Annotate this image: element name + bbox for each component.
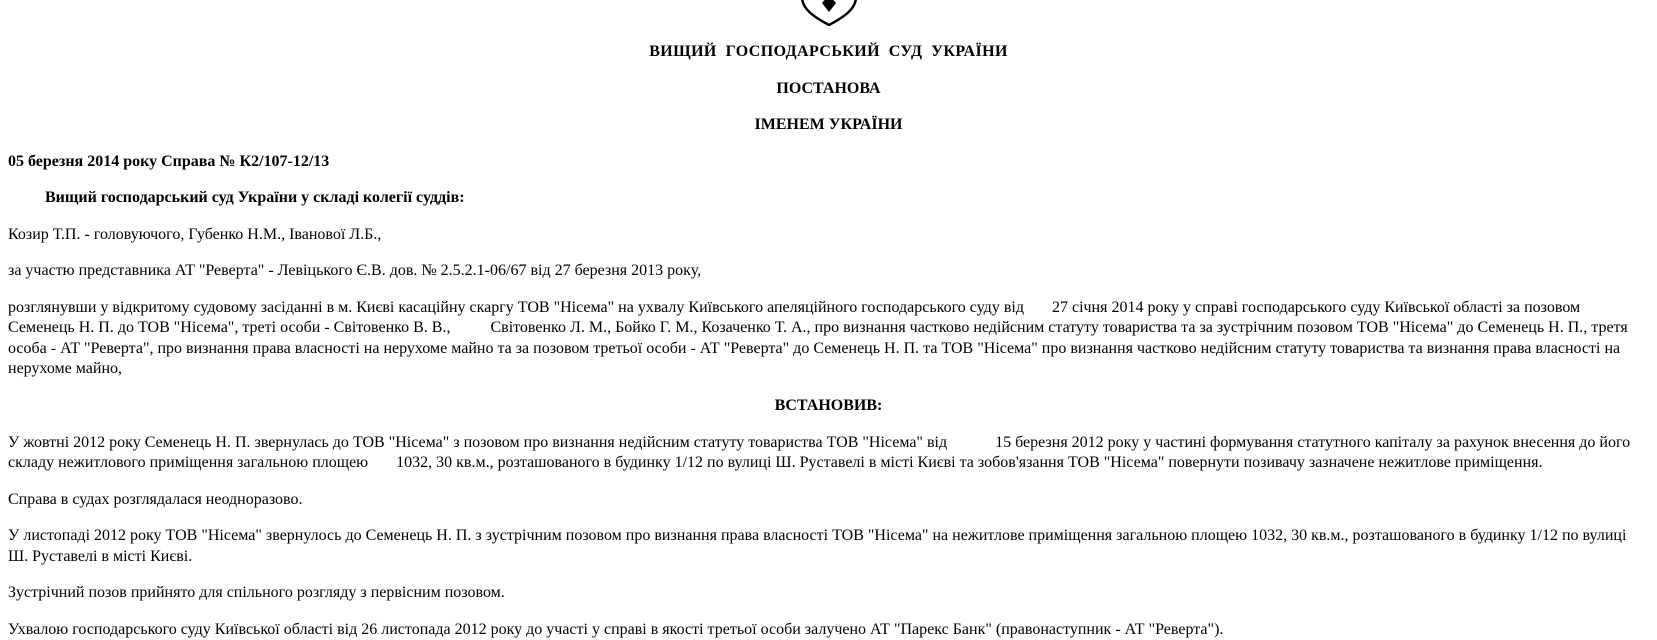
case-review-paragraph: розглянувши у відкритому судовому засіданні в м. Києві касаційну скаргу ТОВ "Нісема" на ухвалу Київського апеляційного господарського суду від 27 січня 2014 року у справі господарського суду Київської області за позовом Семенець Н. П. до ТОВ "Нісема", треті особи - Світовенко В. В., Світовенко Л. М., Бойко Г. М., Козаченко Т. А., про визнання частково недійсним статуту товариства та за зустрічним позовом ТОВ "Нісема" до Семенець Н. П., третя особа - АТ "Реверта", про визнання права власності на нерухоме майно та за позовом третьої особи - АТ "Реверта" до Семенець Н. П. та ТОВ "Нісема" про визнання частково недійсним статуту товариства та визнання права власності на нерухоме майно, xyxy=(8,298,1632,378)
in-the-name-of-ukraine-heading: ІМЕНЕМ УКРАЇНИ xyxy=(754,116,903,134)
representative-line: за участю представника АТ "Реверта" - Левіцького Є.В. дов. № 2.5.2.1-06/67 від 27 березня 2013 року, xyxy=(8,262,702,280)
court-name-heading: ВИЩИЙ ГОСПОДАРСЬКИЙ СУД УКРАЇНИ xyxy=(649,43,1008,60)
coat-of-arms-emblem xyxy=(8,0,1649,26)
ukraine-trident-icon xyxy=(800,0,858,26)
date-and-case-number-line: 05 березня 2014 року Справа № К2/107-12/13 xyxy=(8,152,330,170)
established-heading: ВСТАНОВИВ: xyxy=(774,397,883,415)
body-paragraph-1: У жовтні 2012 року Семенець Н. П. звернулась до ТОВ "Нісема" з позовом про визнання недійсним статуту товариства ТОВ "Нісема" від 15 березня 2012 року у частині формування статутного капіталу за рахунок внесення до його складу нежитлового приміщення загальною площею 1032, 30 кв.м., розташованого в будинку 1/12 по вулиці Ш. Руставелі в місті Києві та зобов'язання ТОВ "Нісема" повернути позивачу зазначене нежитлове приміщення. xyxy=(8,433,1635,472)
judicial-panel-heading: Вищий господарський суд України у складі колегії суддів: xyxy=(45,189,465,207)
document-type-heading: ПОСТАНОВА xyxy=(776,79,881,97)
body-paragraph-3: У листопаді 2012 року ТОВ "Нісема" звернулось до Семенець Н. П. з зустрічним позовом про визнання права власності ТОВ "Нісема" на нежитлове приміщення загальною площею 1032, 30 кв.м., розташованого в будинку 1/12 по вулиці Ш. Руставелі в місті Києві. xyxy=(8,527,1631,565)
body-paragraph-4: Зустрічний позов прийнято для спільного розгляду з первісним позовом. xyxy=(8,584,505,602)
judges-line: Козир Т.П. - головуючого, Губенко Н.М., Іванової Л.Б., xyxy=(8,225,382,243)
body-paragraph-5: Ухвалою господарського суду Київської області від 26 листопада 2012 року до участі у справі в якості третьої особи залучено АТ "Парекс Банк" (правонаступник - АТ "Реверта"). xyxy=(8,620,1224,638)
body-paragraph-2: Справа в судах розглядалася неодноразово. xyxy=(8,490,303,508)
